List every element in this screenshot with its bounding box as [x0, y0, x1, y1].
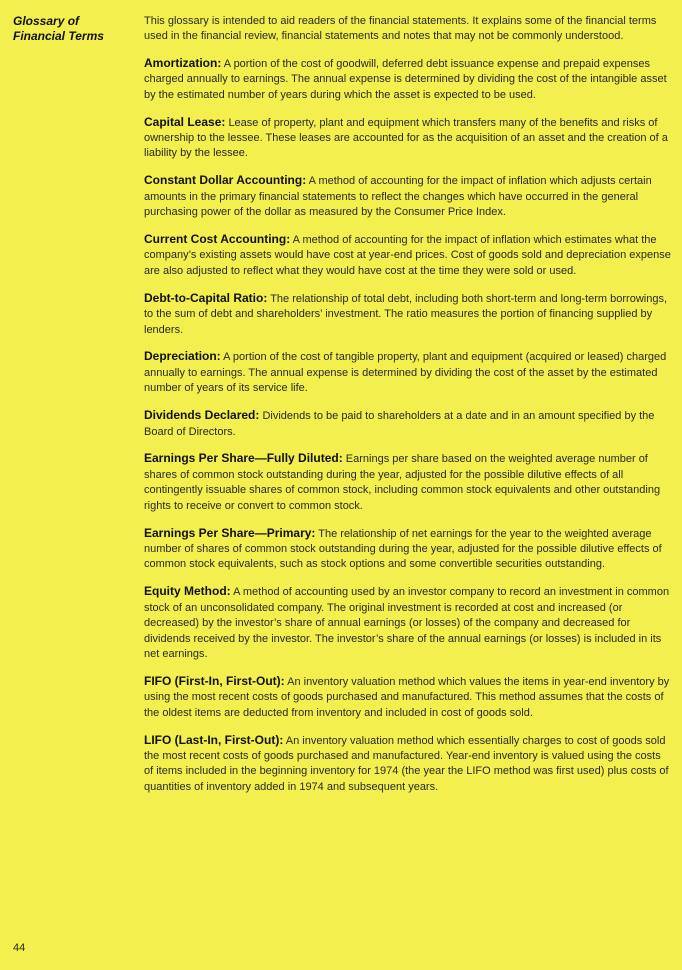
- intro-paragraph: This glossary is intended to aid readers of the financial statements. It explains some of the financial terms used in the financial review, financial statements and notes that may not be commonly understood.: [144, 15, 657, 43]
- glossary-entry-eps-fully-diluted: [144, 451, 672, 514]
- definition: Earnings per share based on the weighted average number of shares of common stock outstanding during the year, adjusted for the possible dilutive effects of all contingently issuable shares of common stock, including common stock equivalents and other outstanding rights to receive or convert to common stock.: [144, 453, 661, 512]
- term: Constant Dollar Accounting:: [144, 173, 307, 188]
- glossary-entry-lifo: [144, 733, 672, 796]
- definition: A method of accounting used by an investor company to record an investment in common stock of an unconsolidated company. The original investment is recorded at cost and increased (or decreased) by the investor’s share of annual earnings (or losses) of the company and decreased for dividends received by the investor. The investor’s share of the annual earnings (or losses) is included in its net earnings.: [144, 586, 670, 660]
- glossary-content: [144, 14, 672, 807]
- definition: An inventory valuation method which values the items in year-end inventory by using the most recent costs of goods purchased and manufactured. This method assumes that the costs of the oldest items are deducted from inventory and included in cost of goods sold.: [144, 675, 670, 719]
- term: Current Cost Accounting:: [144, 231, 291, 246]
- definition: The relationship of net earnings for the year to the weighted average number of shares of common stock outstanding during the year, adjusted for the possible dilutive effects of common stock equivalents, such as stock options and some convertible securities outstanding.: [144, 527, 662, 571]
- term: Equity Method:: [144, 584, 231, 599]
- definition: A method of accounting for the impact of inflation which estimates what the company’s existing assets would have cost at year-end prices. Cost of goods sold and depreciation expense are also adjusted to reflect what they would have cost at the time they were sold or used.: [144, 233, 671, 277]
- glossary-entry-fifo: [144, 674, 672, 721]
- term: Amortization:: [144, 55, 222, 70]
- glossary-entry-debt-to-capital-ratio: [144, 291, 672, 338]
- glossary-entry-depreciation: [144, 349, 672, 396]
- definition: A portion of the cost of goodwill, deferred debt issuance expense and prepaid expenses charged annually to earnings. The annual expense is determined by dividing the cost of the intangible asset by the estimated number of years during which the asset is expected to be used.: [144, 57, 667, 101]
- page-number: 44: [13, 942, 26, 954]
- term: LIFO (Last-In, First-Out):: [144, 732, 284, 747]
- section-title: Glossary of Financial Terms: [13, 14, 104, 43]
- glossary-entry-dividends-declared: [144, 408, 672, 440]
- term: Earnings Per Share—Fully Diluted:: [144, 451, 343, 466]
- term: Debt-to-Capital Ratio:: [144, 290, 268, 305]
- term: Dividends Declared:: [144, 408, 260, 423]
- definition: Dividends to be paid to shareholders at a date and in an amount specified by the Board of Directors.: [144, 410, 655, 438]
- definition: A portion of the cost of tangible property, plant and equipment (acquired or leased) charged annually to earnings. The annual expense is determined by dividing the cost of the asset by the estimated number of years of its service life.: [144, 351, 667, 395]
- glossary-entry-constant-dollar-accounting: [144, 173, 672, 220]
- term: FIFO (First-In, First-Out):: [144, 673, 285, 688]
- term: Depreciation:: [144, 349, 221, 364]
- definition: A method of accounting for the impact of inflation which adjusts certain amounts in the primary financial statements to reflect the changes which have occurred in the general purchasing power of the dollar as measured by the Consumer Price Index.: [144, 175, 652, 219]
- glossary-entry-eps-primary: [144, 526, 672, 573]
- definition: Lease of property, plant and equipment which transfers many of the benefits and risks of ownership to the lessee. These leases are accounted for as the acquisition of an asset and the creation of a liability by the lessee.: [144, 116, 668, 160]
- glossary-entry-capital-lease: [144, 115, 672, 162]
- definition: An inventory valuation method which essentially charges to cost of goods sold the most recent costs of goods purchased and manufactured. Year-end inventory is valued using the costs of items included in the beginning inventory for 1974 (the year the LIFO method was first used) plus costs of quantities of inventory added in 1974 and subsequent years.: [144, 734, 669, 793]
- glossary-entry-amortization: [144, 56, 672, 103]
- glossary-entry-equity-method: [144, 584, 672, 662]
- term: Earnings Per Share—Primary:: [144, 525, 316, 540]
- term: Capital Lease:: [144, 114, 226, 129]
- definition: The relationship of total debt, including both short-term and long-term borrowings, to the sum of debt and shareholders’ investment. The ratio measures the portion of financing supplied by lenders.: [144, 292, 668, 336]
- glossary-entry-current-cost-accounting: [144, 232, 672, 279]
